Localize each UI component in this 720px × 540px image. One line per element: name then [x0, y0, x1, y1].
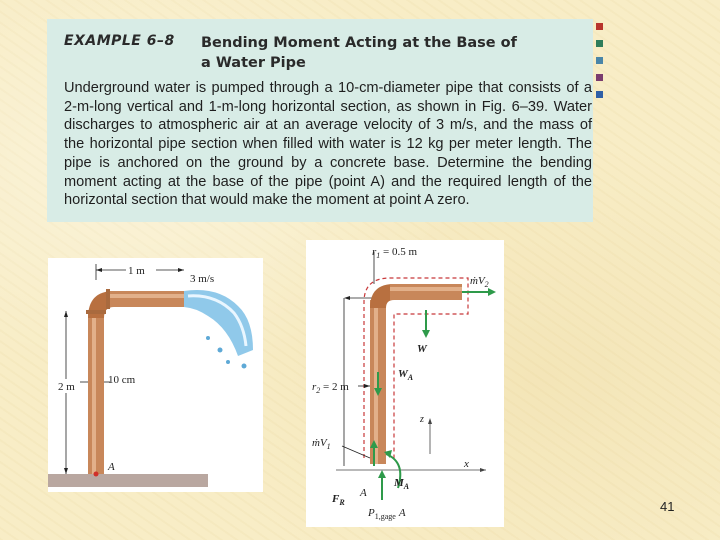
side-squares [596, 23, 604, 108]
mv2-label: ṁV [470, 275, 485, 287]
control-volume-figure [306, 240, 504, 527]
side-square-icon [596, 40, 603, 47]
side-square-icon [596, 91, 603, 98]
example-title: Bending Moment Acting at the Base of a Water Pipe [201, 35, 517, 71]
svg-text:FR: $F_R$ [332, 493, 345, 507]
horizontal-pipe [390, 284, 462, 300]
moment-label: M [394, 477, 404, 489]
diameter-label: 10 cm [108, 374, 136, 386]
side-square-icon [596, 74, 603, 81]
x-axis-label: x [464, 458, 469, 470]
point-a-label: A [108, 461, 115, 473]
r1-label: r [372, 246, 377, 258]
z-axis-label: z [420, 414, 424, 425]
svg-text:ṁV1: ṁV$_1$ [312, 437, 331, 451]
pressure-label: P [368, 507, 375, 519]
svg-text:ṁV2: ṁV$_2$ [470, 275, 489, 289]
svg-text:WA: $W_A$ [398, 368, 414, 382]
side-square-icon [596, 57, 603, 64]
example-label: EXAMPLE 6–8 [64, 33, 175, 49]
example-box [47, 19, 593, 222]
control-volume-drawing [306, 240, 504, 527]
svg-text:MA: $M_A$ [394, 477, 410, 491]
ground-base [48, 474, 208, 487]
side-square-icon [596, 23, 603, 30]
pipe-figure [48, 258, 263, 492]
reaction-force-label: F [332, 493, 340, 505]
velocity-label: 3 m/s [190, 273, 215, 285]
mv1-label: ṁV [312, 437, 327, 449]
point-a-label: A [360, 487, 367, 499]
horizontal-pipe [108, 291, 184, 307]
page-number: 41 [660, 499, 675, 514]
point-a-marker [94, 472, 99, 477]
example-body-text: Underground water is pumped through a 10-cm-diameter pipe that consists of a 2-m-long vertical and 1-m-long horizontal section, as shown in Fig. 6–39. Water discharges to atmospheric air at an average velocity of 3 m/s, and the mass of the horizontal pipe section when filled with water is 12 kg per meter length. The pipe is anchored on the ground by a concrete base. Determine the bending moment acting at the base of the pipe (point A) and the required length of the horizontal section that would make the moment at point A zero. [64, 80, 592, 209]
r2-label: r [312, 381, 317, 393]
weight-label: W [417, 343, 427, 355]
pipe-figure-drawing [48, 258, 263, 492]
svg-text:P1,gageA: $P_{1,gage}$ A [368, 507, 406, 521]
height-dim-label: 2 m [58, 381, 75, 393]
svg-text:r2 = 2 m: $r_2 = 2$ m [312, 381, 349, 395]
length-dim-label: 1 m [128, 265, 145, 277]
wa-label: W [398, 368, 408, 380]
svg-text:r1 = 0.5 m: $r_1 = 0.5$ m [372, 246, 418, 260]
